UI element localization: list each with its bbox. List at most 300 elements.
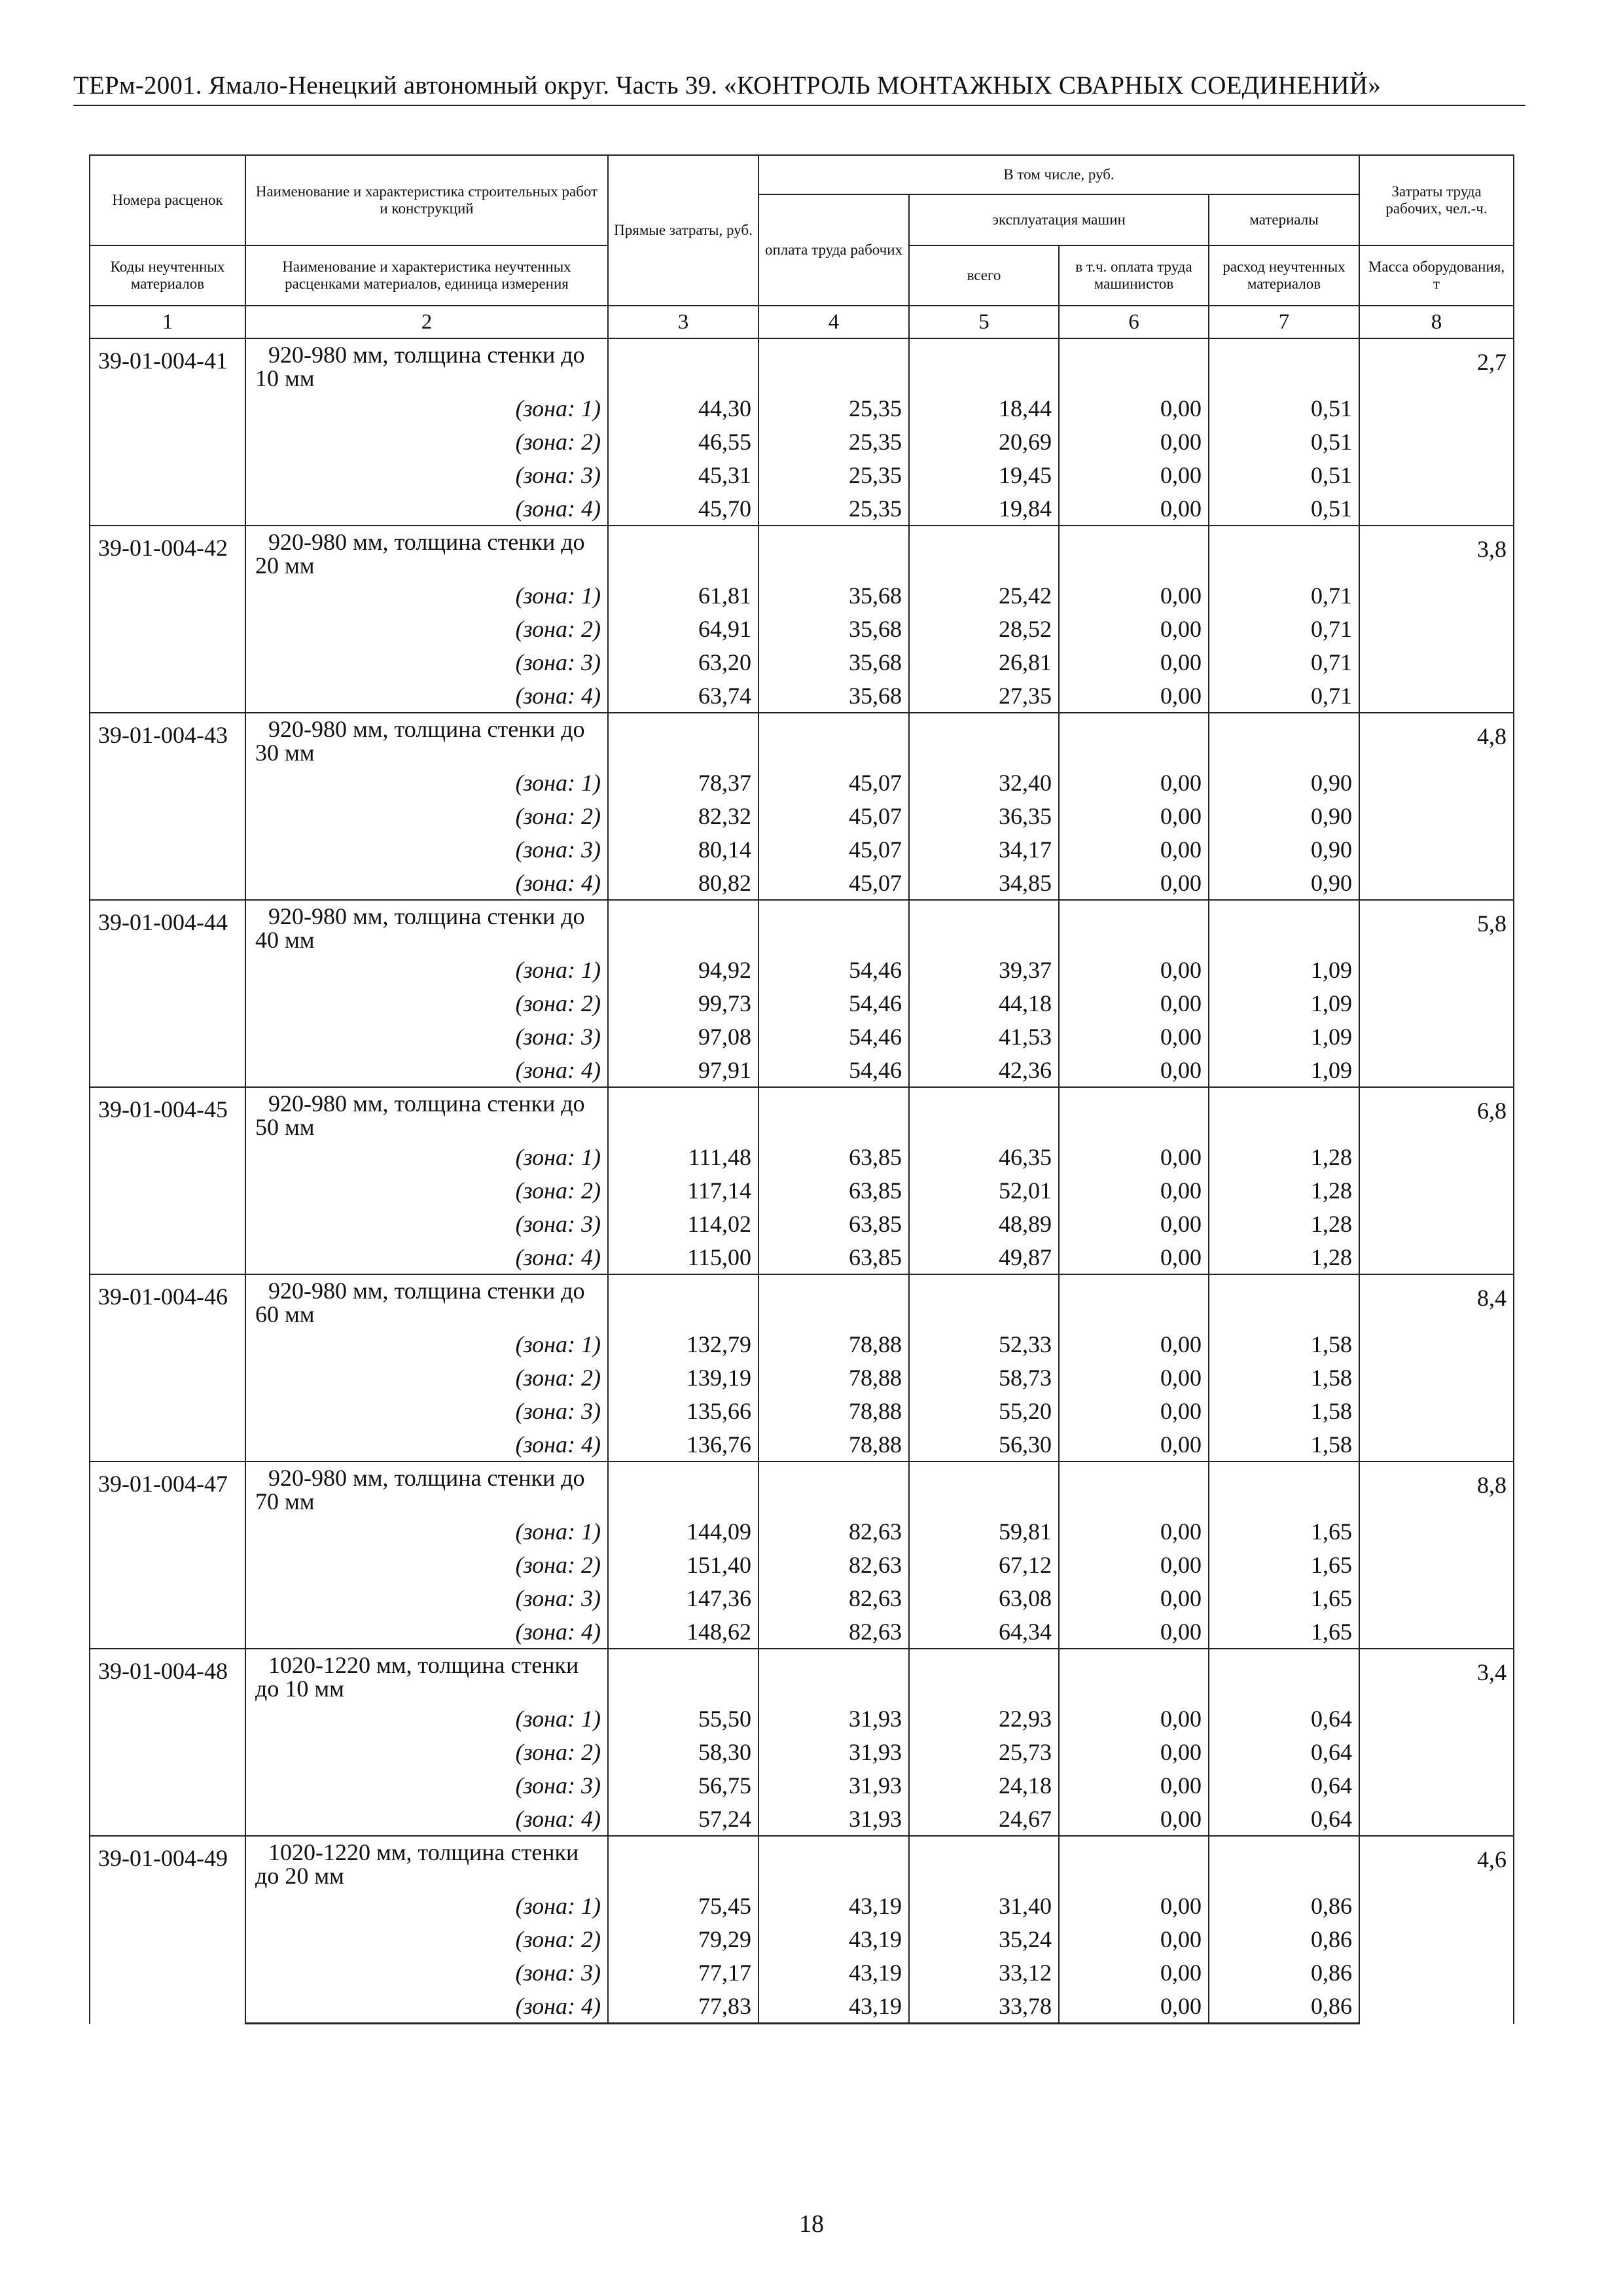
column-number: 2 xyxy=(245,306,608,338)
rate-code: 39-01-004-43 xyxy=(90,713,245,900)
machinists-cost: 0,00 xyxy=(1059,1702,1209,1735)
wages-cost: 43,19 xyxy=(758,1956,909,1989)
machines-cost: 56,30 xyxy=(909,1427,1059,1462)
machines-cost: 28,52 xyxy=(909,612,1059,645)
empty-cell xyxy=(758,526,909,579)
header-equipment-mass: Масса оборудования, т xyxy=(1359,245,1514,306)
machinists-cost: 0,00 xyxy=(1059,1515,1209,1548)
rate-title-row xyxy=(90,1649,1514,1702)
empty-cell xyxy=(1059,1649,1209,1702)
labor-cost: 2,7 xyxy=(1359,338,1514,526)
machinists-cost: 0,00 xyxy=(1059,1020,1209,1053)
rate-description-line: 60 мм xyxy=(255,1301,315,1327)
materials-cost: 1,65 xyxy=(1209,1515,1359,1548)
zone-row xyxy=(90,1615,1514,1649)
materials-cost: 0,90 xyxy=(1209,799,1359,833)
materials-cost: 0,90 xyxy=(1209,766,1359,799)
materials-cost: 0,71 xyxy=(1209,579,1359,612)
header-work-name: Наименование и характеристика строительных работ и конструкций xyxy=(245,155,608,245)
materials-cost: 0,71 xyxy=(1209,679,1359,713)
header-including: В том числе, руб. xyxy=(758,155,1359,194)
machines-cost: 52,01 xyxy=(909,1174,1059,1207)
machinists-cost: 0,00 xyxy=(1059,1989,1209,2024)
materials-cost: 1,28 xyxy=(1209,1174,1359,1207)
materials-cost: 1,28 xyxy=(1209,1240,1359,1274)
rate-description-line: 70 мм xyxy=(255,1488,315,1515)
rate-group xyxy=(90,713,1514,900)
rate-description-line: 920-980 мм, толщина стенки до xyxy=(268,1090,585,1117)
zone-row xyxy=(90,425,1514,458)
direct-cost: 64,91 xyxy=(608,612,758,645)
wages-cost: 45,07 xyxy=(758,799,909,833)
rate-description xyxy=(245,1087,608,1140)
zone-row xyxy=(90,679,1514,713)
machines-cost: 33,12 xyxy=(909,1956,1059,1989)
zone-row xyxy=(90,1989,1514,2024)
machinists-cost: 0,00 xyxy=(1059,1889,1209,1922)
labor-cost: 5,8 xyxy=(1359,900,1514,1087)
zone-label: (зона: 2) xyxy=(245,986,608,1020)
machines-cost: 36,35 xyxy=(909,799,1059,833)
zone-row xyxy=(90,1515,1514,1548)
materials-cost: 1,58 xyxy=(1209,1394,1359,1427)
machines-cost: 58,73 xyxy=(909,1361,1059,1394)
materials-cost: 1,28 xyxy=(1209,1140,1359,1174)
zone-label: (зона: 3) xyxy=(245,1581,608,1615)
rate-description-line: до 20 мм xyxy=(255,1863,344,1889)
zone-label: (зона: 4) xyxy=(245,1427,608,1462)
materials-cost: 0,86 xyxy=(1209,1956,1359,1989)
machines-cost: 33,78 xyxy=(909,1989,1059,2024)
machines-cost: 26,81 xyxy=(909,645,1059,679)
machinists-cost: 0,00 xyxy=(1059,1548,1209,1581)
machinists-cost: 0,00 xyxy=(1059,391,1209,425)
rate-description-line: 920-980 мм, толщина стенки до xyxy=(268,716,585,742)
zone-row xyxy=(90,799,1514,833)
machines-cost: 39,37 xyxy=(909,953,1059,986)
empty-cell xyxy=(1059,526,1209,579)
wages-cost: 25,35 xyxy=(758,458,909,492)
materials-cost: 0,51 xyxy=(1209,492,1359,526)
header-materials: материалы xyxy=(1209,194,1359,245)
zone-row xyxy=(90,1020,1514,1053)
machines-cost: 35,24 xyxy=(909,1922,1059,1956)
wages-cost: 78,88 xyxy=(758,1361,909,1394)
wages-cost: 54,46 xyxy=(758,953,909,986)
rate-description xyxy=(245,1462,608,1515)
wages-cost: 82,63 xyxy=(758,1548,909,1581)
empty-cell xyxy=(909,1836,1059,1889)
wages-cost: 35,68 xyxy=(758,612,909,645)
direct-cost: 115,00 xyxy=(608,1240,758,1274)
rate-title-row xyxy=(90,1462,1514,1515)
empty-cell xyxy=(1059,900,1209,953)
page-header-title: ТЕРм-2001. Ямало-Ненецкий автономный округ. Часть 39. «КОНТРОЛЬ МОНТАЖНЫХ СВАРНЫХ СОЕДИНЕНИЙ» xyxy=(73,71,1381,99)
machinists-cost: 0,00 xyxy=(1059,1922,1209,1956)
rate-description-line: 920-980 мм, толщина стенки до xyxy=(268,342,585,368)
zone-label: (зона: 1) xyxy=(245,1140,608,1174)
zone-row xyxy=(90,579,1514,612)
empty-cell xyxy=(1209,526,1359,579)
zone-row xyxy=(90,986,1514,1020)
rate-description-line: 920-980 мм, толщина стенки до xyxy=(268,529,585,555)
materials-cost: 0,86 xyxy=(1209,1922,1359,1956)
zone-row xyxy=(90,612,1514,645)
zone-row xyxy=(90,833,1514,866)
materials-cost: 1,65 xyxy=(1209,1615,1359,1649)
column-number: 7 xyxy=(1209,306,1359,338)
empty-cell xyxy=(1059,1462,1209,1515)
zone-label: (зона: 1) xyxy=(245,953,608,986)
machinists-cost: 0,00 xyxy=(1059,1427,1209,1462)
rate-description xyxy=(245,526,608,579)
machinists-cost: 0,00 xyxy=(1059,425,1209,458)
machines-cost: 32,40 xyxy=(909,766,1059,799)
zone-row xyxy=(90,1581,1514,1615)
empty-cell xyxy=(1059,1274,1209,1327)
zone-label: (зона: 1) xyxy=(245,391,608,425)
rate-description xyxy=(245,900,608,953)
wages-cost: 25,35 xyxy=(758,391,909,425)
rate-description xyxy=(245,1274,608,1327)
zone-label: (зона: 1) xyxy=(245,1327,608,1361)
header-material-name: Наименование и характеристика неучтенных расценками материалов, единица измерения xyxy=(245,245,608,306)
header-machines: эксплуатация машин xyxy=(909,194,1209,245)
column-number: 4 xyxy=(758,306,909,338)
labor-cost: 4,6 xyxy=(1359,1836,1514,2024)
rate-description xyxy=(245,713,608,766)
wages-cost: 31,93 xyxy=(758,1702,909,1735)
zone-row xyxy=(90,1140,1514,1174)
zone-label: (зона: 3) xyxy=(245,1956,608,1989)
header-material-codes: Коды неучтенных материалов xyxy=(90,245,245,306)
empty-cell xyxy=(758,1649,909,1702)
zone-label: (зона: 1) xyxy=(245,1515,608,1548)
wages-cost: 63,85 xyxy=(758,1240,909,1274)
machinists-cost: 0,00 xyxy=(1059,645,1209,679)
column-number: 1 xyxy=(90,306,245,338)
zone-row xyxy=(90,1361,1514,1394)
zone-row xyxy=(90,1735,1514,1768)
empty-cell xyxy=(909,713,1059,766)
labor-cost: 6,8 xyxy=(1359,1087,1514,1274)
header-rate-numbers: Номера расценок xyxy=(90,155,245,245)
machinists-cost: 0,00 xyxy=(1059,1394,1209,1427)
rate-title-row xyxy=(90,338,1514,391)
direct-cost: 132,79 xyxy=(608,1327,758,1361)
materials-cost: 1,09 xyxy=(1209,1053,1359,1087)
machinists-cost: 0,00 xyxy=(1059,1361,1209,1394)
page-number: 18 xyxy=(799,2210,824,2238)
machinists-cost: 0,00 xyxy=(1059,833,1209,866)
wages-cost: 63,85 xyxy=(758,1140,909,1174)
materials-cost: 0,51 xyxy=(1209,425,1359,458)
zone-row xyxy=(90,1768,1514,1802)
materials-cost: 1,58 xyxy=(1209,1327,1359,1361)
direct-cost: 44,30 xyxy=(608,391,758,425)
empty-cell xyxy=(608,1836,758,1889)
zone-row xyxy=(90,1174,1514,1207)
rate-description-line: 30 мм xyxy=(255,740,315,766)
zone-row xyxy=(90,953,1514,986)
zone-label: (зона: 2) xyxy=(245,425,608,458)
machines-cost: 31,40 xyxy=(909,1889,1059,1922)
rate-description xyxy=(245,1836,608,1889)
empty-cell xyxy=(1059,338,1209,391)
rate-description-line: 920-980 мм, толщина стенки до xyxy=(268,1465,585,1491)
zone-label: (зона: 3) xyxy=(245,1207,608,1240)
rate-description-line: 50 мм xyxy=(255,1114,315,1140)
empty-cell xyxy=(1059,1087,1209,1140)
empty-cell xyxy=(608,1649,758,1702)
direct-cost: 75,45 xyxy=(608,1889,758,1922)
empty-cell xyxy=(608,900,758,953)
zone-label: (зона: 2) xyxy=(245,1361,608,1394)
materials-cost: 1,58 xyxy=(1209,1427,1359,1462)
machinists-cost: 0,00 xyxy=(1059,866,1209,900)
rate-title-row xyxy=(90,1836,1514,1889)
zone-row xyxy=(90,1548,1514,1581)
direct-cost: 117,14 xyxy=(608,1174,758,1207)
machines-cost: 67,12 xyxy=(909,1548,1059,1581)
empty-cell xyxy=(909,1462,1059,1515)
zone-row xyxy=(90,1702,1514,1735)
zone-row xyxy=(90,1394,1514,1427)
zone-row xyxy=(90,1207,1514,1240)
machinists-cost: 0,00 xyxy=(1059,1615,1209,1649)
direct-cost: 148,62 xyxy=(608,1615,758,1649)
empty-cell xyxy=(758,338,909,391)
machines-cost: 24,67 xyxy=(909,1802,1059,1836)
machines-cost: 18,44 xyxy=(909,391,1059,425)
materials-cost: 0,64 xyxy=(1209,1768,1359,1802)
wages-cost: 82,63 xyxy=(758,1515,909,1548)
machines-cost: 22,93 xyxy=(909,1702,1059,1735)
empty-cell xyxy=(909,338,1059,391)
rate-description-line: 920-980 мм, толщина стенки до xyxy=(268,1278,585,1304)
materials-cost: 1,09 xyxy=(1209,1020,1359,1053)
direct-cost: 78,37 xyxy=(608,766,758,799)
empty-cell xyxy=(909,1649,1059,1702)
empty-cell xyxy=(758,1274,909,1327)
wages-cost: 35,68 xyxy=(758,579,909,612)
empty-cell xyxy=(1209,1649,1359,1702)
zone-row xyxy=(90,458,1514,492)
labor-cost: 3,4 xyxy=(1359,1649,1514,1836)
direct-cost: 55,50 xyxy=(608,1702,758,1735)
rate-description xyxy=(245,338,608,391)
column-number: 3 xyxy=(608,306,758,338)
wages-cost: 54,46 xyxy=(758,1020,909,1053)
rate-group xyxy=(90,1087,1514,1274)
wages-cost: 82,63 xyxy=(758,1581,909,1615)
direct-cost: 57,24 xyxy=(608,1802,758,1836)
direct-cost: 79,29 xyxy=(608,1922,758,1956)
machines-cost: 19,84 xyxy=(909,492,1059,526)
materials-cost: 1,58 xyxy=(1209,1361,1359,1394)
machinists-cost: 0,00 xyxy=(1059,799,1209,833)
direct-cost: 97,08 xyxy=(608,1020,758,1053)
machinists-cost: 0,00 xyxy=(1059,1207,1209,1240)
rate-group xyxy=(90,1274,1514,1462)
zone-row xyxy=(90,1956,1514,1989)
machinists-cost: 0,00 xyxy=(1059,766,1209,799)
column-number: 8 xyxy=(1359,306,1514,338)
rate-group xyxy=(90,1649,1514,1836)
machines-cost: 20,69 xyxy=(909,425,1059,458)
materials-cost: 0,51 xyxy=(1209,391,1359,425)
empty-cell xyxy=(1209,713,1359,766)
rate-description-line: 20 мм xyxy=(255,552,315,579)
rate-description-line: 10 мм xyxy=(255,365,315,391)
wages-cost: 63,85 xyxy=(758,1174,909,1207)
zone-label: (зона: 2) xyxy=(245,1548,608,1581)
empty-cell xyxy=(1209,338,1359,391)
empty-cell xyxy=(608,1462,758,1515)
machines-cost: 19,45 xyxy=(909,458,1059,492)
rate-code: 39-01-004-41 xyxy=(90,338,245,526)
empty-cell xyxy=(909,526,1059,579)
machinists-cost: 0,00 xyxy=(1059,579,1209,612)
direct-cost: 61,81 xyxy=(608,579,758,612)
zone-label: (зона: 1) xyxy=(245,579,608,612)
direct-cost: 144,09 xyxy=(608,1515,758,1548)
machinists-cost: 0,00 xyxy=(1059,458,1209,492)
empty-cell xyxy=(758,1836,909,1889)
wages-cost: 25,35 xyxy=(758,425,909,458)
machines-cost: 64,34 xyxy=(909,1615,1059,1649)
materials-cost: 0,51 xyxy=(1209,458,1359,492)
machinists-cost: 0,00 xyxy=(1059,1802,1209,1836)
rate-code: 39-01-004-42 xyxy=(90,526,245,713)
wages-cost: 54,46 xyxy=(758,1053,909,1087)
direct-cost: 46,55 xyxy=(608,425,758,458)
direct-cost: 99,73 xyxy=(608,986,758,1020)
header-direct-costs: Прямые затраты, руб. xyxy=(608,155,758,306)
zone-label: (зона: 4) xyxy=(245,1240,608,1274)
materials-cost: 1,09 xyxy=(1209,953,1359,986)
zone-label: (зона: 3) xyxy=(245,1768,608,1802)
empty-cell xyxy=(608,1087,758,1140)
machinists-cost: 0,00 xyxy=(1059,1581,1209,1615)
rate-group xyxy=(90,526,1514,713)
rate-title-row xyxy=(90,900,1514,953)
labor-cost: 3,8 xyxy=(1359,526,1514,713)
materials-cost: 1,65 xyxy=(1209,1548,1359,1581)
zone-row xyxy=(90,1427,1514,1462)
machinists-cost: 0,00 xyxy=(1059,612,1209,645)
wages-cost: 31,93 xyxy=(758,1735,909,1768)
zone-label: (зона: 3) xyxy=(245,458,608,492)
direct-cost: 82,32 xyxy=(608,799,758,833)
zone-row xyxy=(90,1240,1514,1274)
zone-row xyxy=(90,492,1514,526)
machines-cost: 25,42 xyxy=(909,579,1059,612)
empty-cell xyxy=(758,1462,909,1515)
direct-cost: 147,36 xyxy=(608,1581,758,1615)
wages-cost: 25,35 xyxy=(758,492,909,526)
rate-description-line: 40 мм xyxy=(255,927,315,953)
machines-cost: 34,17 xyxy=(909,833,1059,866)
machinists-cost: 0,00 xyxy=(1059,1174,1209,1207)
rate-group xyxy=(90,900,1514,1087)
zone-row xyxy=(90,1802,1514,1836)
zone-label: (зона: 3) xyxy=(245,1394,608,1427)
column-number: 6 xyxy=(1059,306,1209,338)
direct-cost: 151,40 xyxy=(608,1548,758,1581)
direct-cost: 58,30 xyxy=(608,1735,758,1768)
rate-group xyxy=(90,1462,1514,1649)
empty-cell xyxy=(909,1274,1059,1327)
zone-label: (зона: 4) xyxy=(245,1989,608,2024)
machines-cost: 27,35 xyxy=(909,679,1059,713)
rate-description-line: 1020-1220 мм, толщина стенки xyxy=(268,1652,579,1678)
zone-row xyxy=(90,866,1514,900)
rate-code: 39-01-004-46 xyxy=(90,1274,245,1462)
empty-cell xyxy=(1059,713,1209,766)
machinists-cost: 0,00 xyxy=(1059,1053,1209,1087)
header-labor: Затраты труда рабочих, чел.-ч. xyxy=(1359,155,1514,245)
empty-cell xyxy=(758,1087,909,1140)
materials-cost: 1,09 xyxy=(1209,986,1359,1020)
machines-cost: 49,87 xyxy=(909,1240,1059,1274)
zone-label: (зона: 4) xyxy=(245,866,608,900)
wages-cost: 43,19 xyxy=(758,1889,909,1922)
direct-cost: 94,92 xyxy=(608,953,758,986)
empty-cell xyxy=(1059,1836,1209,1889)
materials-cost: 0,71 xyxy=(1209,612,1359,645)
machinists-cost: 0,00 xyxy=(1059,1240,1209,1274)
rate-description-line: 1020-1220 мм, толщина стенки xyxy=(268,1839,579,1865)
zone-label: (зона: 2) xyxy=(245,1174,608,1207)
materials-cost: 0,64 xyxy=(1209,1802,1359,1836)
materials-cost: 1,65 xyxy=(1209,1581,1359,1615)
zone-label: (зона: 4) xyxy=(245,1615,608,1649)
direct-cost: 77,83 xyxy=(608,1989,758,2024)
direct-cost: 114,02 xyxy=(608,1207,758,1240)
rate-code: 39-01-004-45 xyxy=(90,1087,245,1274)
empty-cell xyxy=(909,1087,1059,1140)
header-wages: оплата труда рабочих xyxy=(758,194,909,306)
machinists-cost: 0,00 xyxy=(1059,986,1209,1020)
wages-cost: 54,46 xyxy=(758,986,909,1020)
wages-cost: 82,63 xyxy=(758,1615,909,1649)
zone-label: (зона: 1) xyxy=(245,766,608,799)
machines-cost: 55,20 xyxy=(909,1394,1059,1427)
machinists-cost: 0,00 xyxy=(1059,492,1209,526)
wages-cost: 43,19 xyxy=(758,1922,909,1956)
materials-cost: 0,90 xyxy=(1209,833,1359,866)
empty-cell xyxy=(608,526,758,579)
rate-description-line: до 10 мм xyxy=(255,1676,344,1702)
wages-cost: 31,93 xyxy=(758,1768,909,1802)
wages-cost: 78,88 xyxy=(758,1427,909,1462)
zone-row xyxy=(90,1922,1514,1956)
direct-cost: 80,14 xyxy=(608,833,758,866)
machinists-cost: 0,00 xyxy=(1059,1768,1209,1802)
direct-cost: 80,82 xyxy=(608,866,758,900)
wages-cost: 43,19 xyxy=(758,1989,909,2024)
zone-label: (зона: 4) xyxy=(245,492,608,526)
column-number: 5 xyxy=(909,306,1059,338)
empty-cell xyxy=(608,1274,758,1327)
materials-cost: 0,71 xyxy=(1209,645,1359,679)
zone-label: (зона: 1) xyxy=(245,1702,608,1735)
wages-cost: 78,88 xyxy=(758,1394,909,1427)
direct-cost: 56,75 xyxy=(608,1768,758,1802)
wages-cost: 45,07 xyxy=(758,866,909,900)
materials-cost: 0,86 xyxy=(1209,1889,1359,1922)
